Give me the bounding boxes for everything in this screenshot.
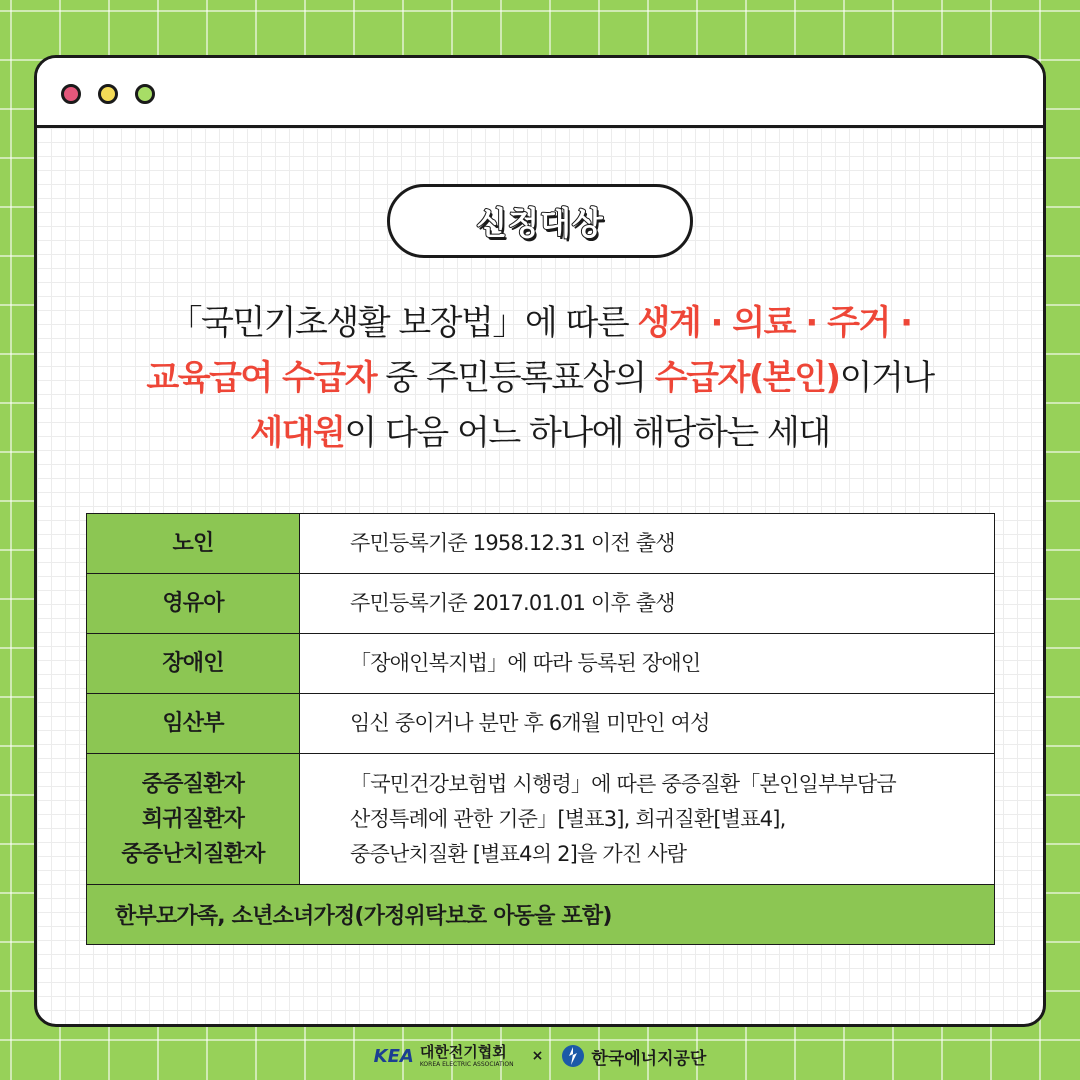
description-cell: 「장애인복지법」에 따라 등록된 장애인	[300, 634, 995, 694]
close-dot-icon[interactable]	[61, 84, 81, 104]
category-cell: 중증질환자 희귀질환자 중증난치질환자	[87, 754, 300, 885]
category-cell: 임산부	[87, 694, 300, 754]
table-row	[87, 514, 995, 574]
description-cell: 임신 중이거나 분만 후 6개월 미만인 여성	[300, 694, 995, 754]
intro-line-3: 세대원이 다음 어느 하나에 해당하는 세대	[250, 413, 830, 453]
window-titlebar	[37, 58, 1043, 128]
section-title: 신청대상	[387, 184, 693, 258]
eligibility-table	[86, 513, 995, 945]
category-cell: 장애인	[87, 634, 300, 694]
description-cell: 주민등록기준 1958.12.31 이전 출생	[300, 514, 995, 574]
table-row	[87, 634, 995, 694]
intro-text	[57, 296, 1023, 461]
times-icon: ×	[531, 1048, 544, 1064]
kea-logo: KEA	[373, 1045, 414, 1067]
maximize-dot-icon[interactable]	[135, 84, 155, 104]
kec-name: 한국에너지공단	[591, 1048, 707, 1069]
energy-agency-logo-icon	[561, 1044, 585, 1068]
category-cell: 노인	[87, 514, 300, 574]
browser-window	[34, 55, 1046, 1027]
table-row	[87, 574, 995, 634]
description-cell: 「국민건강보험법 시행령」에 따른 중증질환「본인일부부담금 산정특례에 관한 기준」[별표3], 희귀질환[별표4], 중증난치질환 [별표4의 2]을 가진 사람	[300, 754, 995, 885]
table-row	[87, 694, 995, 754]
description-cell: 주민등록기준 2017.01.01 이후 출생	[300, 574, 995, 634]
category-cell: 영유아	[87, 574, 300, 634]
full-width-cell: 한부모가족, 소년소녀가정(가정위탁보호 아동을 포함)	[87, 885, 995, 945]
intro-line-2: 교육급여 수급자 중 주민등록표상의 수급자(본인)이거나	[146, 358, 934, 398]
kea-name: 대한전기협회 KOREA ELECTRIC ASSOCIATION	[419, 1042, 514, 1068]
intro-line-1: 「국민기초생활 보장법」에 따른 생계 · 의료 · 주거 ·	[168, 303, 912, 343]
footer-logos	[0, 1036, 1080, 1076]
minimize-dot-icon[interactable]	[98, 84, 118, 104]
table-row	[87, 885, 995, 945]
table-row	[87, 754, 995, 885]
